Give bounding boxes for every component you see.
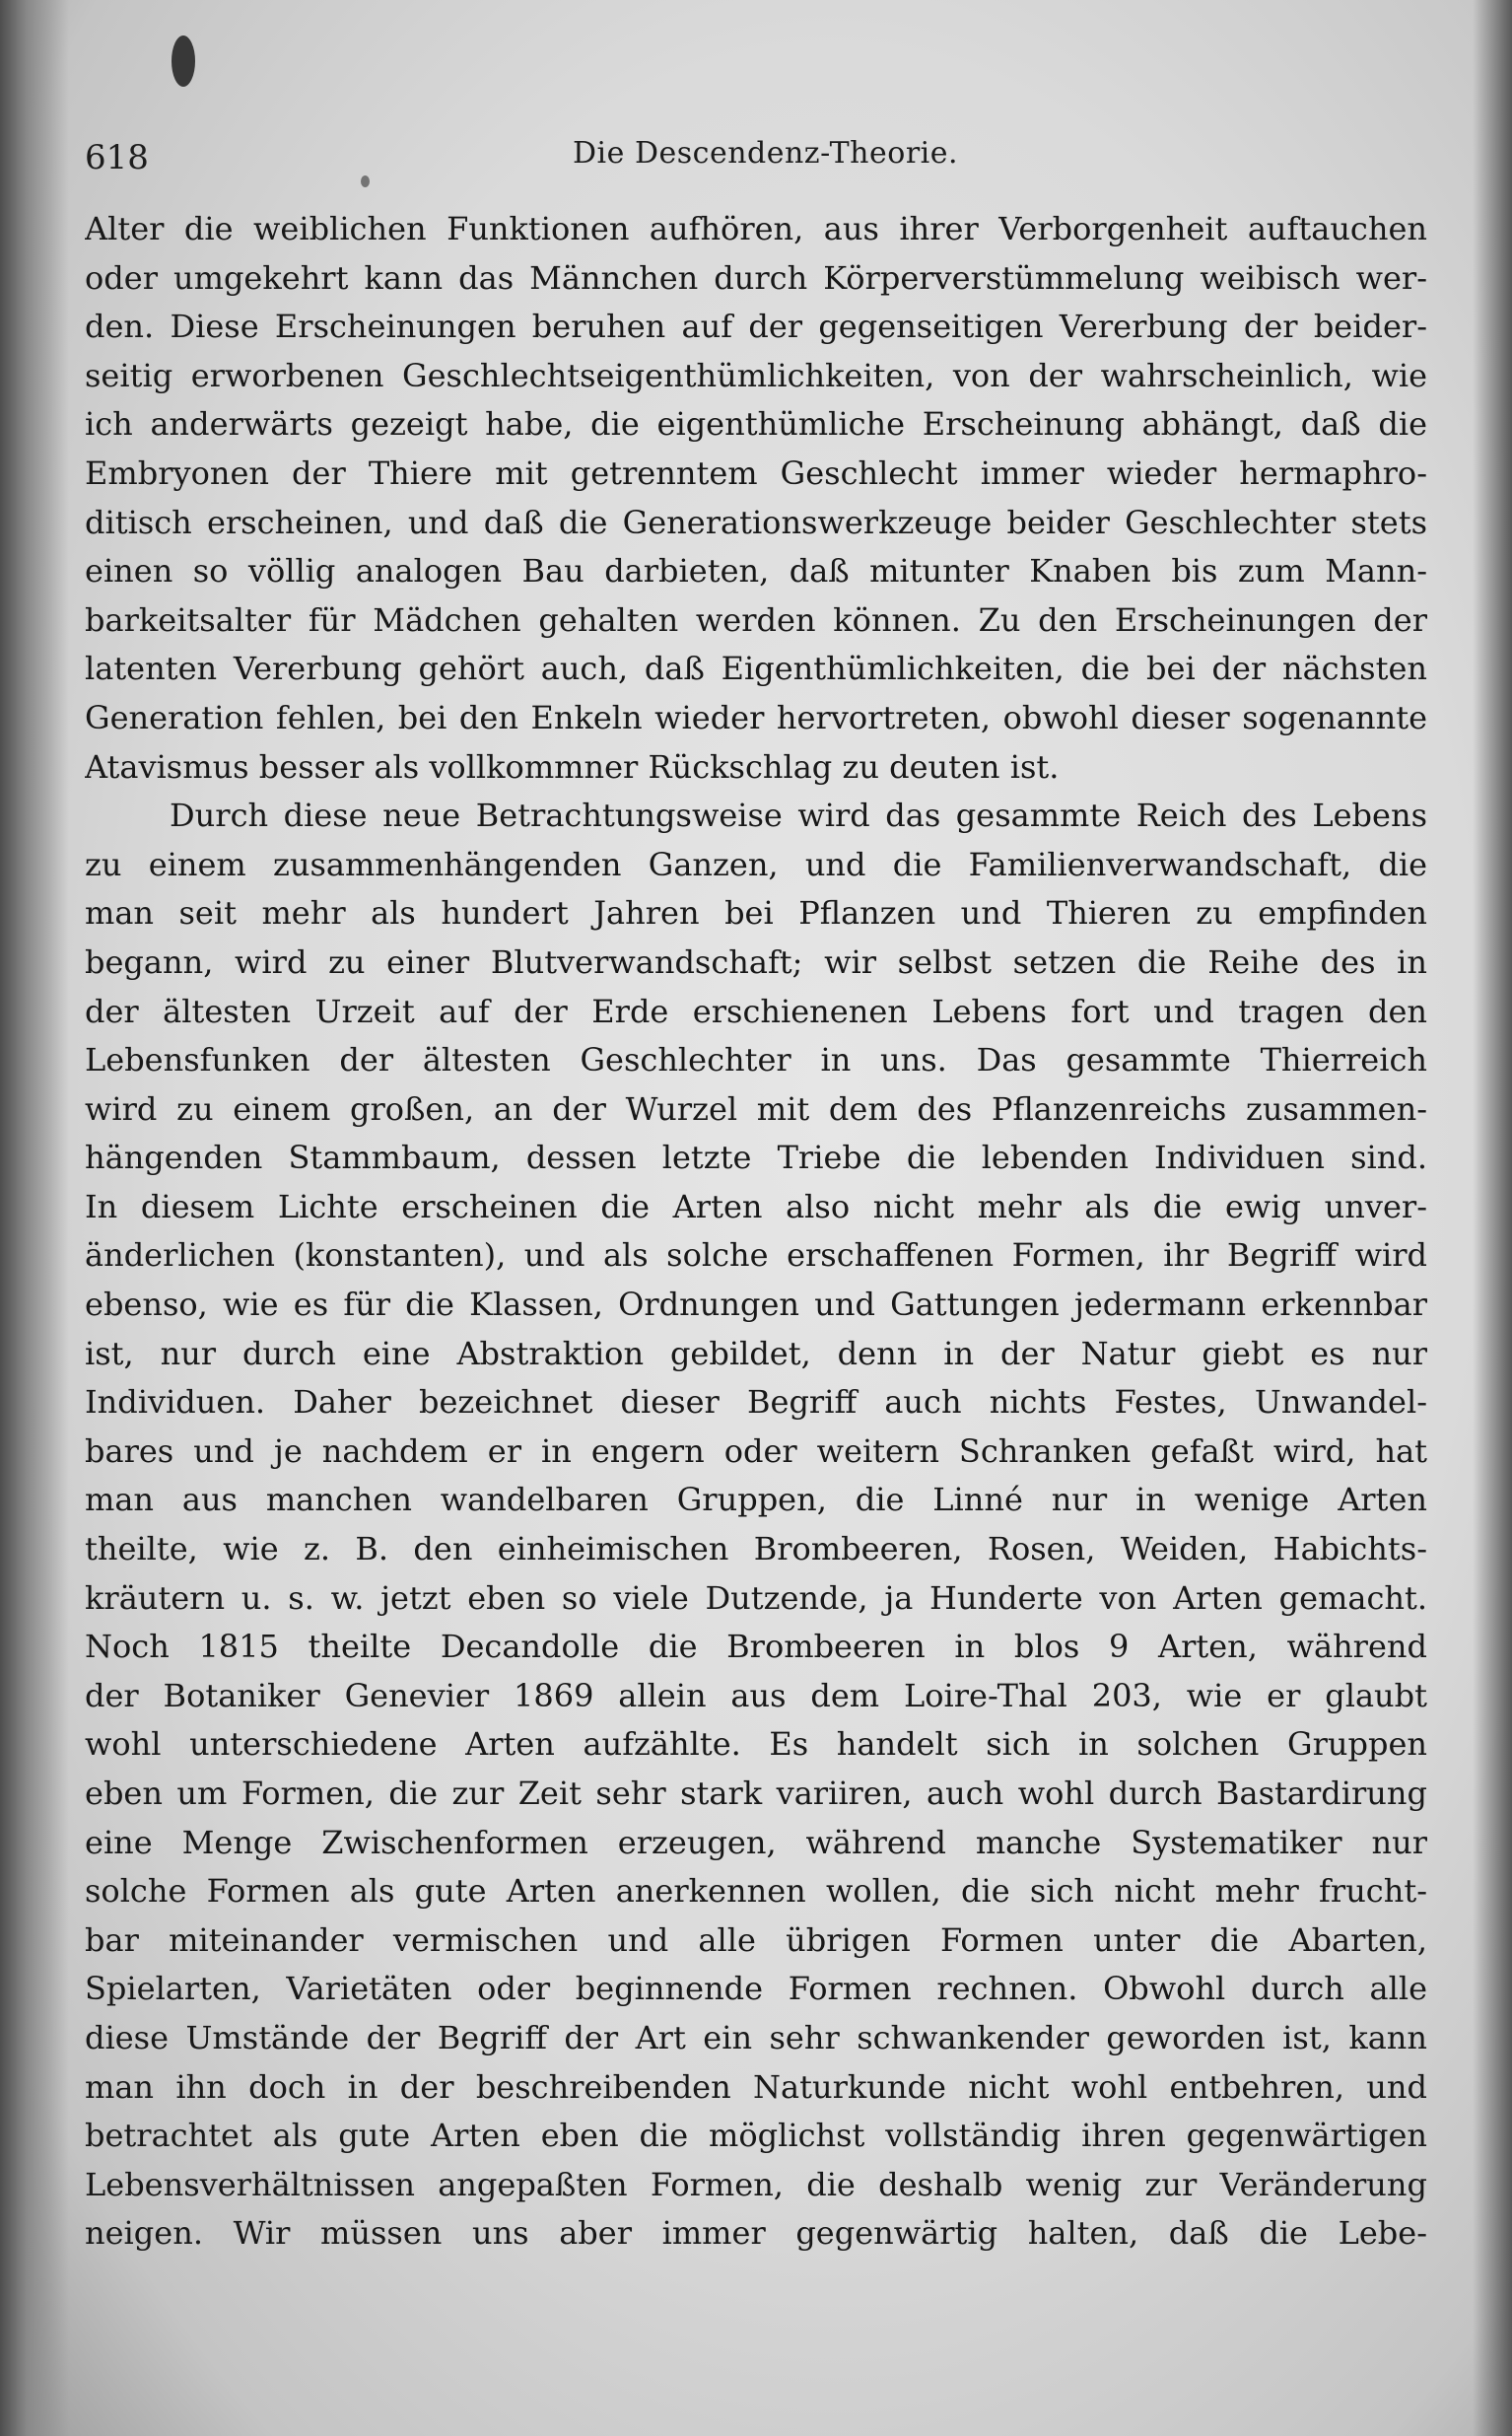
text-line: wird zu einem großen, an der Wurzel mit dem des Pflanzenreichs zusammen- [85, 1089, 1427, 1128]
text-line: man ihn doch in der beschreibenden Naturkunde nicht wohl entbehren, und [85, 2067, 1427, 2106]
text-line: man seit mehr als hundert Jahren bei Pflanzen und Thieren zu empfinden [85, 894, 1427, 933]
text-line: ebenso, wie es für die Klassen, Ordnungen und Gattungen jedermann erkennbar [85, 1286, 1427, 1324]
text-line: ditisch erscheinen, und daß die Generationswerkzeuge beider Geschlechter stets [85, 503, 1427, 541]
text-line: diese Umstände der Begriff der Art ein sehr schwankender geworden ist, kann [85, 2018, 1427, 2056]
text-line: eben um Formen, die zur Zeit sehr stark variiren, auch wohl durch Bastardirung [85, 1775, 1427, 1812]
text-line: Individuen. Daher bezeichnet dieser Begriff auch nichts Festes, Unwandel- [85, 1383, 1427, 1422]
text-line: Lebensfunken der ältesten Geschlechter in uns. Das gesammte Thierreich [85, 1041, 1427, 1079]
text-line: Alter die weiblichen Funktionen aufhören, aus ihrer Verborgenheit auftauchen [85, 210, 1427, 247]
text-line: Durch diese neue Betrachtungsweise wird das gesammte Reich des Lebens [170, 797, 1427, 835]
text-line: Noch 1815 theilte Decandolle die Brombeeren in blos 9 Arten, während [85, 1628, 1427, 1666]
body-text [85, 205, 1427, 2259]
text-line: eine Menge Zwischenformen erzeugen, während manche Systematiker nur [85, 1823, 1427, 1861]
text-line: wohl unterschiedene Arten aufzählte. Es handelt sich in solchen Gruppen [85, 1725, 1427, 1764]
text-line: Atavismus besser als vollkommner Rückschlag zu deuten ist. [85, 747, 1060, 786]
text-line: neigen. Wir müssen uns aber immer gegenwärtig halten, daß die Lebe- [85, 2214, 1427, 2253]
page-shadow-left [0, 0, 69, 2436]
text-line: man aus manchen wandelbaren Gruppen, die Linné nur in wenige Arten [85, 1481, 1427, 1519]
text-line: ist, nur durch eine Abstraktion gebildet, denn in der Natur giebt es nur [85, 1334, 1427, 1372]
text-line: der Botaniker Genevier 1869 allein aus dem Loire-Thal 203, wie er glaubt [85, 1676, 1427, 1714]
page-shadow-right [1473, 0, 1512, 2436]
text-line: Spielarten, Varietäten oder beginnende Formen rechnen. Obwohl durch alle [85, 1970, 1427, 2008]
ink-blot [172, 35, 195, 87]
text-line: den. Diese Erscheinungen beruhen auf der gegenseitigen Vererbung der beider- [85, 308, 1427, 346]
text-line: ich anderwärts gezeigt habe, die eigenthümliche Erscheinung abhängt, daß die [85, 405, 1427, 444]
text-line: latenten Vererbung gehört auch, daß Eigenthümlichkeiten, die bei der nächsten [85, 650, 1427, 688]
text-line: Generation fehlen, bei den Enkeln wieder hervortreten, obwohl dieser sogenannte [85, 698, 1427, 736]
text-line: betrachtet als gute Arten eben die möglichst vollständig ihren gegenwärtigen [85, 2117, 1427, 2155]
text-line: theilte, wie z. B. den einheimischen Brombeeren, Rosen, Weiden, Habichts- [85, 1530, 1427, 1568]
text-line: bares und je nachdem er in engern oder weitern Schranken gefaßt wird, hat [85, 1431, 1427, 1470]
text-line: seitig erworbenen Geschlechtseigenthümlichkeiten, von der wahrscheinlich, wie [85, 356, 1427, 394]
text-line: einen so völlig analogen Bau darbieten, daß mitunter Knaben bis zum Mann- [85, 552, 1427, 591]
running-title: Die Descendenz-Theorie. [573, 136, 959, 171]
text-line: In diesem Lichte erscheinen die Arten also nicht mehr als die ewig unver- [85, 1187, 1427, 1225]
text-line: zu einem zusammenhängenden Ganzen, und die Familienverwandschaft, die [85, 845, 1427, 883]
text-line: Embryonen der Thiere mit getrenntem Geschlecht immer wieder hermaphro- [85, 453, 1427, 492]
text-line: hängenden Stammbaum, dessen letzte Triebe die lebenden Individuen sind. [85, 1139, 1427, 1177]
text-line: änderlichen (konstanten), und als solche erschaffenen Formen, ihr Begriff wird [85, 1236, 1427, 1275]
text-line: begann, wird zu einer Blutverwandschaft; wir selbst setzen die Reihe des in [85, 942, 1427, 981]
text-line: kräutern u. s. w. jetzt eben so viele Dutzende, ja Hunderte von Arten gemacht. [85, 1578, 1427, 1617]
page-header [85, 130, 1425, 185]
text-line: barkeitsalter für Mädchen gehalten werden können. Zu den Erscheinungen der [85, 600, 1427, 639]
text-line: oder umgekehrt kann das Männchen durch Körperverstümmelung weibisch wer- [85, 258, 1427, 297]
text-line: solche Formen als gute Arten anerkennen wollen, die sich nicht mehr frucht- [85, 1872, 1427, 1911]
text-line: der ältesten Urzeit auf der Erde erschienenen Lebens fort und tragen den [85, 992, 1427, 1030]
text-line: bar miteinander vermischen und alle übrigen Formen unter die Abarten, [85, 1920, 1427, 1959]
page-number: 618 [85, 138, 149, 177]
text-line: Lebensverhältnissen angepaßten Formen, die deshalb wenig zur Veränderung [85, 2165, 1427, 2203]
